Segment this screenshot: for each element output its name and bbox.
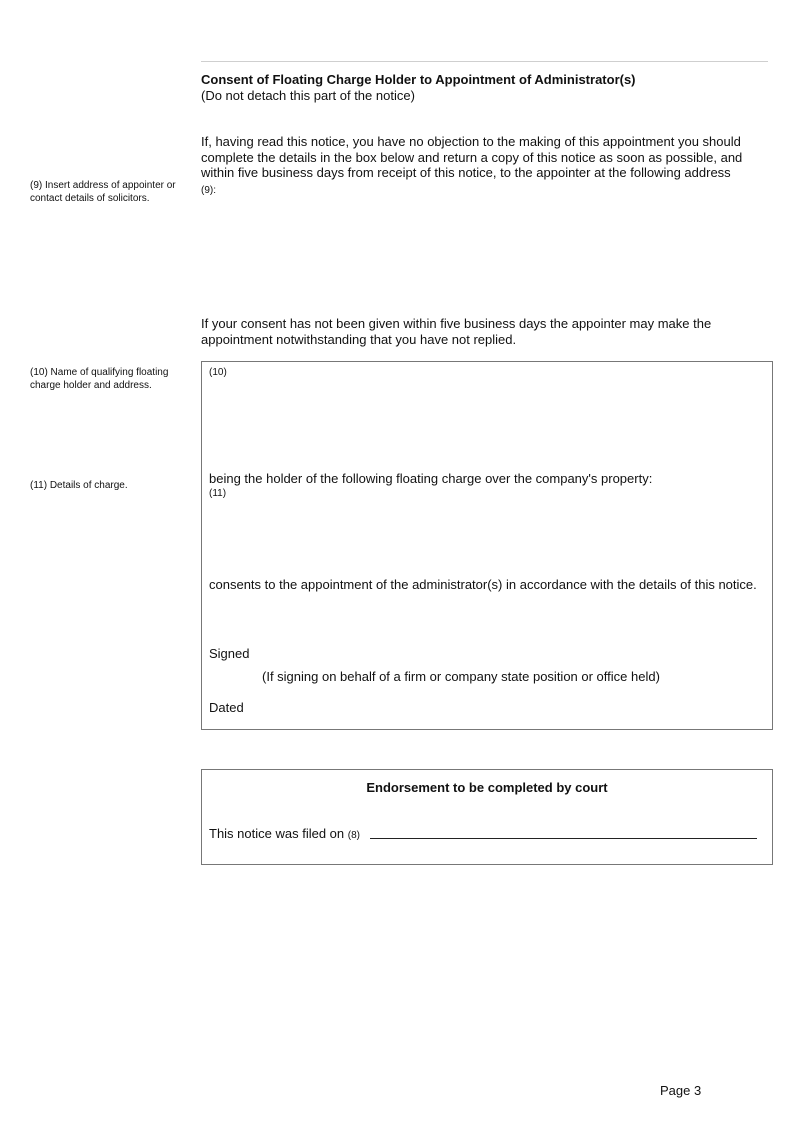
margin-note-10: (10) Name of qualifying floating charge holder and address. [30,367,169,391]
intro-text: If, having read this notice, you have no objection to the making of this appointment you should complete the details in the box below and return a copy of this notice as soon as possible, and within five business days from receipt of this notice, to the appointer at the following address [201,134,743,180]
ref-11: (11) [209,488,227,499]
holder-text: being the holder of the following floating charge over the company's property: [209,471,653,486]
ref-10: (10) [209,367,227,378]
margin-note-9: (9) Insert address of appointer or contact details of solicitors. [30,180,176,204]
court-endorsement-title: Endorsement to be completed by court [366,780,608,795]
section-title: Consent of Floating Charge Holder to Appointment of Administrator(s) [201,72,636,87]
section-subtitle: (Do not detach this part of the notice) [201,88,415,103]
notice-paragraph: If your consent has not been given within five business days the appointer may make the appointment notwithstanding that you have not replied. [201,316,712,347]
intro-ref: (9): [201,184,216,196]
signed-label: Signed [209,646,250,661]
filed-on-ref: (8) [347,830,360,841]
filed-on-row [209,826,360,844]
dated-label: Dated [209,700,244,715]
page-number: Page 3 [660,1083,702,1098]
top-divider [201,61,768,62]
intro-paragraph [201,134,771,198]
consents-text: consents to the appointment of the administrator(s) in accordance with the details of this notice. [209,577,757,592]
filed-date-line [370,838,757,839]
filed-on-label: This notice was filed on [209,826,345,841]
margin-note-11: (11) Details of charge. [30,480,128,491]
signing-note: (If signing on behalf of a firm or company state position or office held) [262,669,660,684]
